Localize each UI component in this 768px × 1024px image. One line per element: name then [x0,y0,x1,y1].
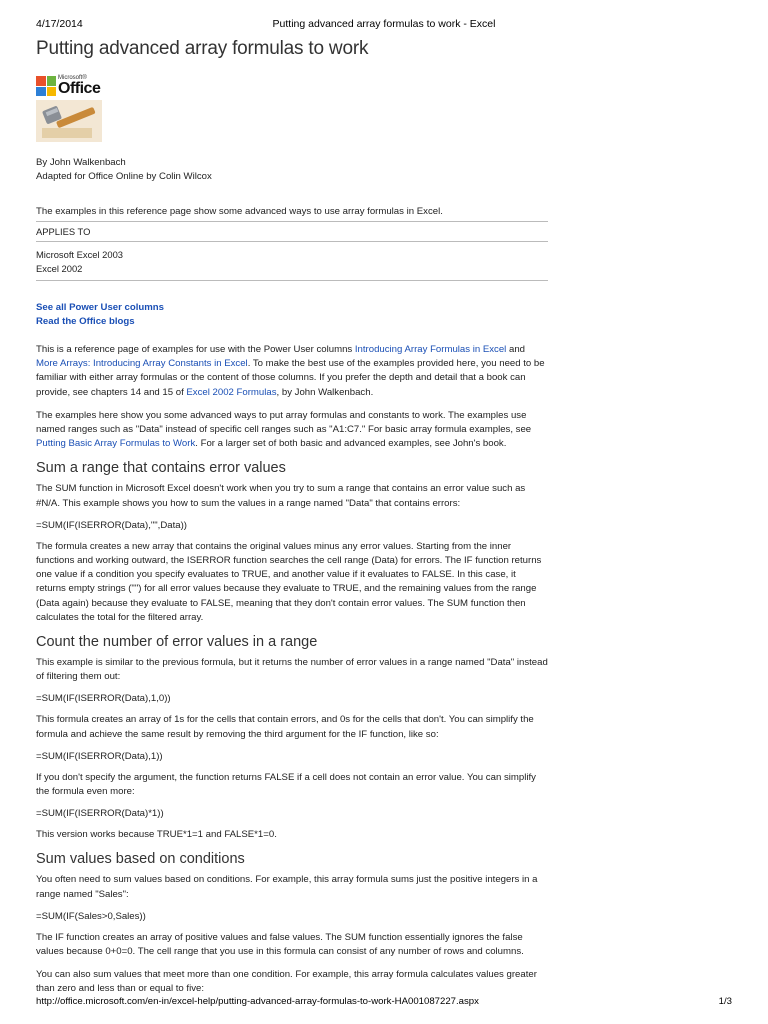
hammer-icon [36,100,102,142]
paragraph: The formula creates a new array that contains the original values minus any error values. Starting from the inner functions and working outward, the ISERROR function searches the cell range (Data) for errors. The IF function returns one value if a condition you specify evaluates to TRUE, and another value if it evaluates to FALSE. In this case, it returns empty strings ("") for all error values because they evaluate to TRUE, and the remaining values from the range (Data again) because they evaluate to FALSE, meaning that they don't contain error values. The SUM function then calculates the total for the filtered array. [36,540,542,623]
paragraph: The SUM function in Microsoft Excel doesn't work when you try to sum a range that contains an error value such as #N/A. This example shows you how to sum the values in a range named "Data" that contains errors: [36,483,526,509]
paragraph: If you don't specify the argument, the function returns FALSE if a cell does not contain an error value. You can simplify the formula even more: [36,771,536,798]
office-squares-icon [36,76,56,96]
print-url: http://office.microsoft.com/en-in/excel-help/putting-advanced-array-formulas-to-work-HA001087227.aspx [36,996,479,1007]
byline-author: By John Walkenbach [36,157,126,168]
text-run: , by John Walkenbach. [276,386,374,398]
text-run: The examples here show you some advanced ways to put array formulas and constants to work. The examples use named ranges such as "Data" instead of specific cell ranges such as "A1:C7." For basic array formula examples, see [36,409,532,436]
office-logo [36,74,102,142]
print-footer [36,996,732,1010]
text-run: . For a larger set of both basic and advanced examples, see John's book. [195,438,507,450]
formula: =SUM(IF(ISERROR(Data),"",Data)) [36,519,187,531]
formula: =SUM(IF(Sales>0,Sales)) [36,910,146,922]
logo-brand-large: Office [58,80,101,97]
applies-to-item: Excel 2002 [36,263,83,274]
article-title: Putting advanced array formulas to work [36,38,369,59]
print-date: 4/17/2014 [36,18,83,30]
more-arrays-link[interactable]: More Arrays: Introducing Array Constants in Excel [36,358,248,370]
print-header [36,18,732,32]
text-run: and [506,344,525,355]
logo-brand-small: Microsoft® [58,75,87,81]
paragraph: This version works because TRUE*1=1 and FALSE*1=0. [36,829,277,841]
article [36,36,548,1006]
section-heading: Sum a range that contains error values [36,460,286,477]
paragraph [36,409,548,452]
introducing-array-formulas-link[interactable]: Introducing Array Formulas in Excel [354,344,507,355]
text-run: This is a reference page of examples for use with the Power User columns [36,344,355,355]
byline [36,156,548,184]
print-page-title: Putting advanced array formulas to work - Excel [272,18,496,30]
page-number: 1/3 [718,996,732,1007]
paragraph: This example is similar to the previous formula, but it returns the number of error values in a range named "Data" instead of filtering them out: [36,657,548,683]
paragraph: You can also sum values that meet more than one condition. For example, this array formula calculates values greater than zero and less than or equal to five: [36,969,537,995]
formula: =SUM(IF(ISERROR(Data),1,0)) [36,693,171,705]
applies-to-box [36,221,548,281]
excel-2002-formulas-link[interactable]: Excel 2002 Formulas [186,386,277,398]
section-heading: Count the number of error values in a range [36,634,318,651]
section-heading: Sum values based on conditions [36,851,245,868]
text-run: . To make the best use of the examples provided here, you need to be familiar with either array formulas or the content of those columns. If you prefer the depth and detail that a book can provide, see chapters 14 and 15 of [36,358,545,398]
applies-to-item: Microsoft Excel 2003 [36,249,124,260]
office-blogs-link[interactable]: Read the Office blogs [36,316,135,327]
formula: =SUM(IF(ISERROR(Data)*1)) [36,808,164,820]
power-user-columns-link[interactable]: See all Power User columns [36,302,164,313]
paragraph: The IF function creates an array of positive values and false values. The SUM function essentially ignores the false values because 0+0=0. The cell range that you use in this formula can consist of any number of rows and columns. [36,931,524,958]
applies-to-heading: APPLIES TO [36,222,548,242]
paragraph [36,343,548,400]
intro-text: The examples in this reference page show some advanced ways to use array formulas in Excel. [36,206,443,217]
formula: =SUM(IF(ISERROR(Data),1)) [36,750,163,762]
paragraph: This formula creates an array of 1s for the cells that contain errors, and 0s for the cells that don't. You can simplify the formula and achieve the same result by removing the third argument for the IF function, like so: [36,714,534,740]
basic-array-formulas-link[interactable]: Putting Basic Array Formulas to Work [36,438,196,450]
byline-adapted: Adapted for Office Online by Colin Wilcox [36,171,212,182]
related-links [36,301,548,329]
paragraph: You often need to sum values based on conditions. For example, this array formula sums just the positive integers in a range named "Sales": [36,874,538,900]
